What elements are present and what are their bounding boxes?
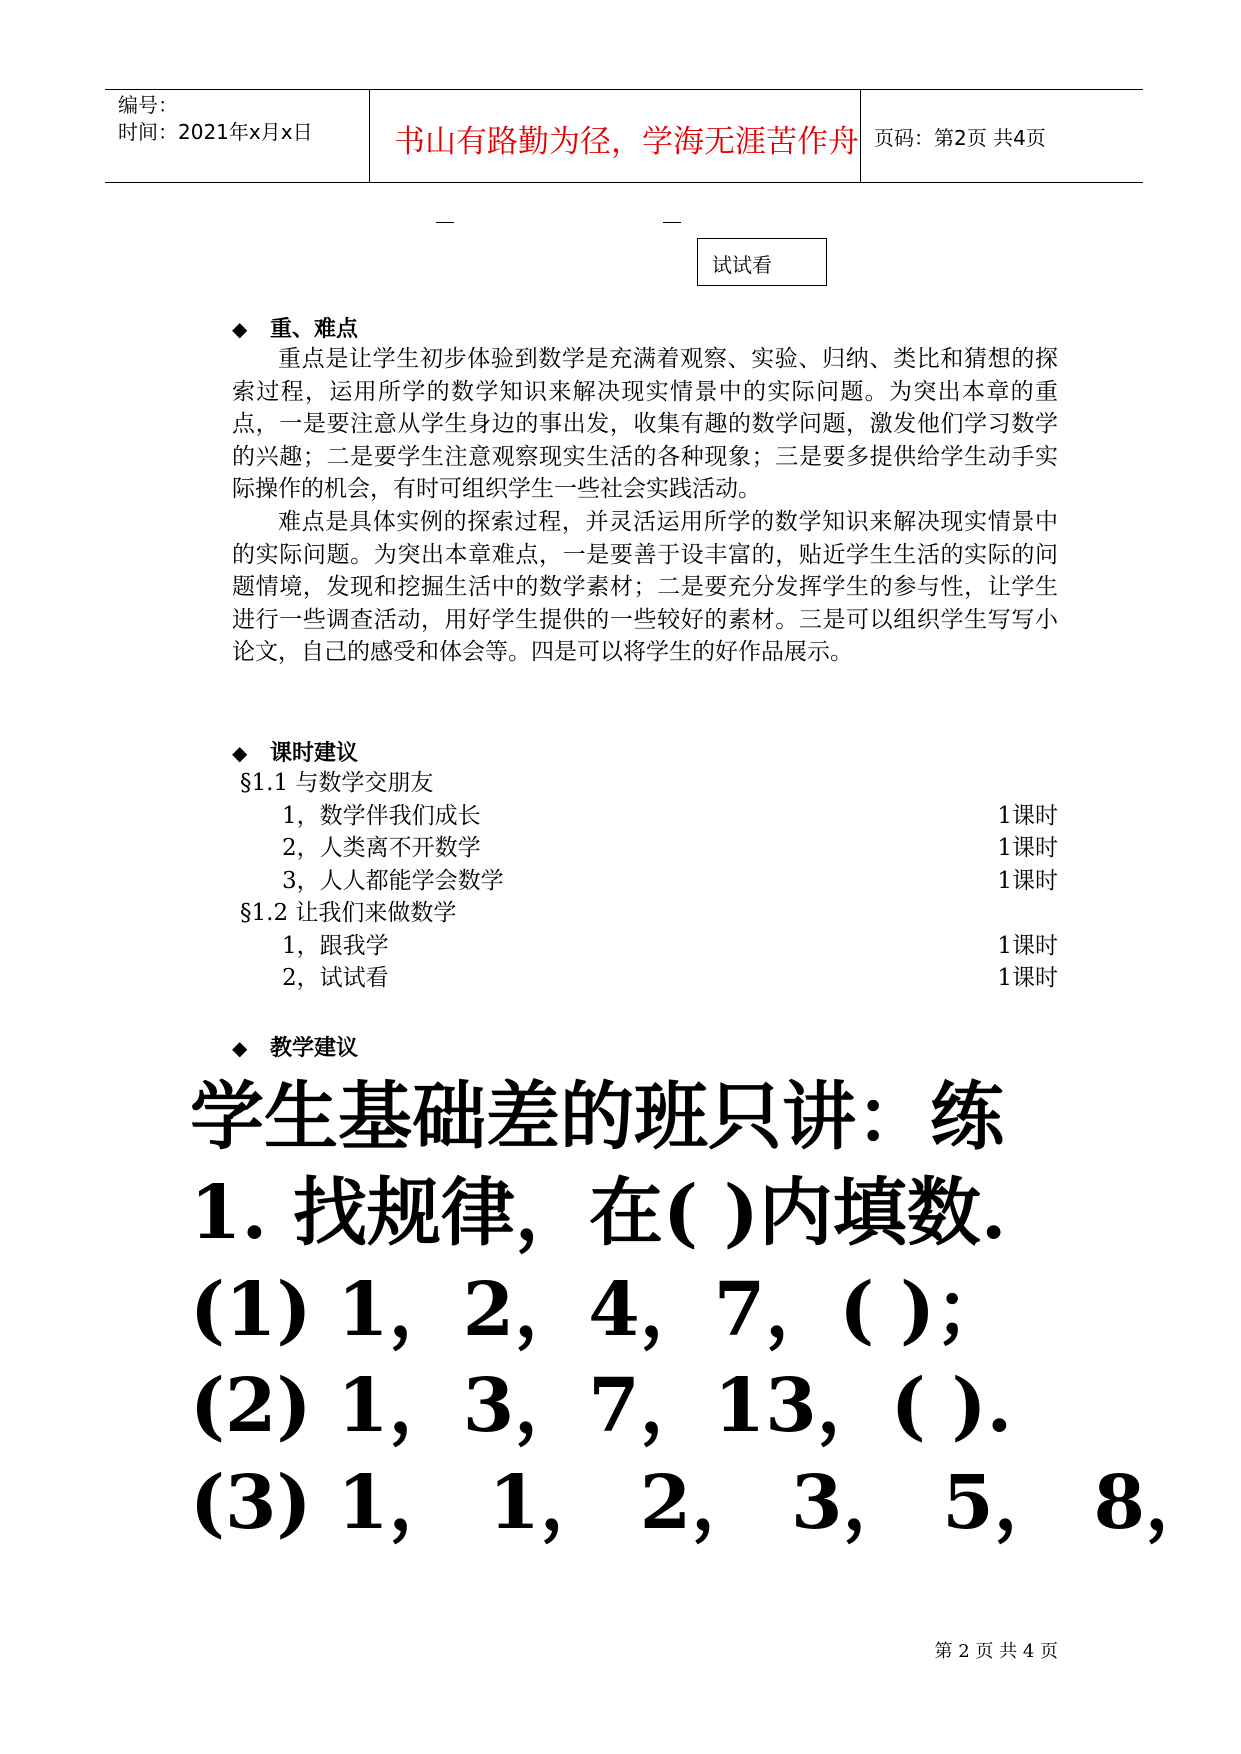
header-divider-right: [860, 89, 861, 183]
exercise-sequence-1: (1) 1，2，4，7，( )；: [190, 1267, 1010, 1353]
schedule-item-text: 1，数学伴我们成长: [282, 803, 481, 829]
schedule-row: [232, 930, 1058, 962]
schedule-item-text: 2，人类离不开数学: [282, 835, 481, 861]
try-it-label: 试试看: [712, 253, 772, 277]
schedule-item-hours: 1课时: [997, 933, 1058, 959]
schedule-item-text: 2，试试看: [282, 965, 389, 991]
header-bottom-rule: [105, 182, 1143, 183]
paragraph-difficulties: 难点是具体实例的探索过程，并灵活运用所学的数学知识来解决现实情景中的实际问题。为突出本章难点，一是要善于设丰富的，贴近学生生活的实际的问题情境，发现和挖掘生活中的数学素材；二是要充分发挥学生的参与性，让学生进行一些调查活动，用好学生提供的一些较好的素材。三是可以组织学生写写小论文，自己的感受和体会等。四是可以将学生的好作品展示。: [232, 509, 1058, 666]
diamond-bullet-icon: ◆: [232, 1036, 248, 1060]
header-top-rule: [105, 89, 1143, 90]
schedule-row: [232, 897, 1058, 929]
schedule-item-text: 1，跟我学: [282, 933, 389, 959]
schedule-row: [232, 865, 1058, 897]
schedule-item-hours: 1课时: [997, 965, 1058, 991]
try-it-box: [697, 238, 827, 286]
section-title: 教学建议: [270, 1035, 359, 1061]
header-page-info: 页码：第2页 共4页: [874, 126, 1046, 150]
section-heading-schedule: [232, 736, 358, 767]
exercise-sequence-2: (2) 1，3，7，13，( ).: [190, 1363, 1013, 1449]
page-footer: 第 2 页 共 4 页: [934, 1641, 1058, 1662]
header-divider-left: [369, 89, 370, 183]
diamond-bullet-icon: ◆: [232, 317, 248, 341]
section-heading-teaching: [232, 1031, 358, 1062]
schedule-item-hours: 1课时: [997, 803, 1058, 829]
schedule-row: [232, 800, 1058, 832]
header-motto: 书山有路勤为径，学海无涯苦作舟: [394, 124, 859, 160]
header-serial-label: 编号：: [118, 93, 178, 117]
short-dash: [663, 222, 681, 223]
section-title: 课时建议: [270, 740, 359, 766]
exercise-sequence-3: (3) 1， 1， 2， 3， 5， 8，: [190, 1460, 1220, 1546]
schedule-item-hours: 1课时: [997, 868, 1058, 894]
schedule-row: [232, 832, 1058, 864]
section-title: 重、难点: [270, 316, 359, 342]
header-time-label: 时间：2021年x月x日: [118, 120, 313, 144]
paragraph-key-points: 重点是让学生初步体验到数学是充满着观察、实验、归纳、类比和猜想的探索过程，运用所学的数学知识来解决现实情景中的实际问题。为突出本章的重点，一是要注意从学生身边的事出发，收集有趣的数学问题，激发他们学习数学的兴趣；二是要学生注意观察现实生活的各种现象；三是要多提供给学生动手实际操作的机会，有时可组织学生一些社会实践活动。: [232, 346, 1058, 503]
schedule-item-text: 3，人人都能学会数学: [282, 868, 504, 894]
schedule-section-text: §1.1 与数学交朋友: [240, 770, 434, 796]
schedule-section-text: §1.2 让我们来做数学: [240, 900, 457, 926]
schedule-row: [232, 962, 1058, 994]
short-dash: [436, 222, 454, 223]
section-heading-key-points: [232, 312, 358, 343]
diamond-bullet-icon: ◆: [232, 741, 248, 765]
exercise-question-line: 1. 找规律，在( )内填数.: [190, 1170, 1007, 1256]
schedule-item-hours: 1课时: [997, 835, 1058, 861]
schedule-row: [232, 767, 1058, 799]
exercise-intro-line: 学生基础差的班只讲：练: [190, 1074, 1004, 1160]
